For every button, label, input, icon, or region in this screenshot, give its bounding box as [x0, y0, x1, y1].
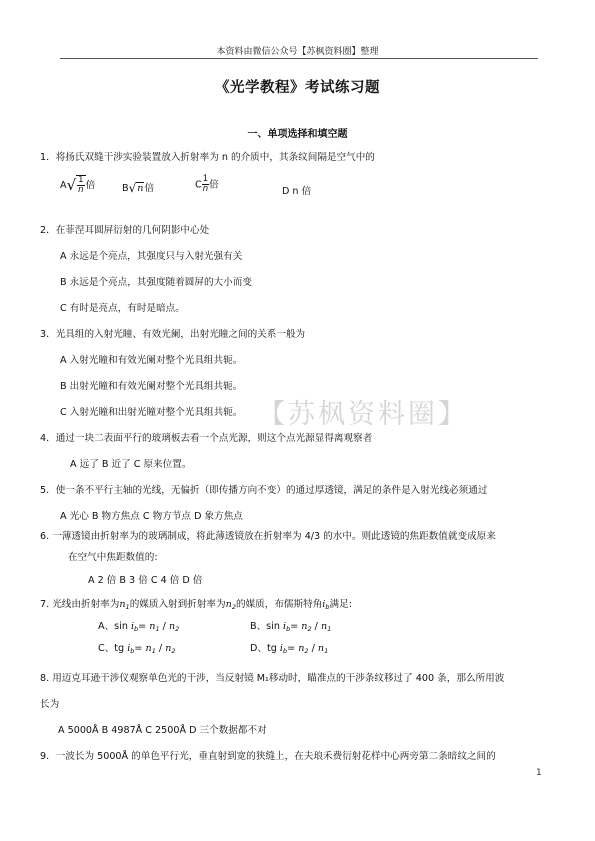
- q1-c-denominator: n: [202, 184, 209, 194]
- q3-option-a: A 入射光瞳和有效光阑对整个光具组共轭。: [60, 355, 243, 366]
- q7-stem: 7. 光线由折射率为$n_1$的媒质入射到折射率为$n_2$的媒质，布儒斯特角$i_b$满足:: [40, 599, 352, 611]
- q7-option-c: C、tg $i_b= n_1 / n_2$: [98, 643, 176, 655]
- page-number: 1: [536, 768, 542, 778]
- q1-c-suffix: 倍: [209, 179, 219, 191]
- q2-option-a: A 永远是个亮点，其强度只与入射光强有关: [60, 251, 243, 262]
- watermark: 【苏枫资料圈】: [258, 399, 468, 430]
- q3-option-c: C 入射光瞳和出射光瞳对整个光具组共轭。: [60, 407, 243, 418]
- sqrt-symbol: √ $\frac{1}{n}$: [66, 175, 84, 195]
- q1-stem: 1．将扬氏双缝干涉实验装置放入折射率为 n 的介质中，其条纹间隔是空气中的: [40, 152, 375, 163]
- q9-stem: 9．一波长为 5000Å 的单色平行光，垂直射到宽的狭缝上，在夫琅禾费衍射花样中心两旁第二条暗纹之间的: [40, 751, 496, 762]
- q2-stem: 2．在菲涅耳圆屏衍射的几何阴影中心处: [40, 225, 210, 236]
- q1-b-suffix: 倍: [144, 183, 155, 194]
- q5-options: A 光心 B 物方焦点 C 物方节点 D 象方焦点: [60, 511, 243, 522]
- q1-b-radicand: n: [137, 183, 144, 194]
- q2-option-b: B 永远是个亮点，其强度随着圆屏的大小而变: [60, 277, 252, 288]
- document-title: 《光学教程》考试练习题: [215, 80, 380, 96]
- q4-options: A 远了 B 近了 C 原来位置。: [70, 459, 192, 470]
- q8-options: A 5000Å B 4987Å C 2500Å D 三个数据都不对: [58, 725, 267, 736]
- q3-option-b: B 出射光瞳和有效光阑对整个光具组共轭。: [60, 381, 243, 392]
- q1-a-label: A: [60, 180, 67, 191]
- q1-a-suffix: 倍: [85, 180, 96, 191]
- q1-b-label: B: [122, 183, 129, 194]
- q5-stem: 5．使一条不平行主轴的光线，无偏折（即传播方向不变）的通过厚透镜，满足的条件是入射光线必须通过: [40, 485, 488, 496]
- q8-stem-line1: 8. 用迈克耳逊干涉仪观察单色光的干涉，当反射镜 M₁移动时，瞄准点的干涉条纹移过了 400 条，那么所用波: [40, 673, 505, 684]
- q1-c-label: C: [195, 179, 202, 191]
- q8-stem-line2: 长为: [40, 699, 60, 710]
- q1-option-b: B√n倍: [122, 181, 155, 195]
- q4-stem: 4．通过一块二表面平行的玻璃板去看一个点光源，则这个点光源显得离观察者: [40, 433, 373, 444]
- section-heading: 一、单项选择和填空题: [247, 129, 348, 140]
- q7-option-a: A、$\sin i_b= n_1 / n_2$: [98, 621, 180, 633]
- q3-stem: 3．光具组的入射光瞳、有效光阑，出射光瞳之间的关系一般为: [40, 329, 306, 340]
- header-divider: [60, 58, 538, 59]
- q6-options: A 2 倍 B 3 倍 C 4 倍 D 倍: [88, 575, 203, 586]
- q6-stem-line1: 6. 一薄透镜由折射率为的玻璃制成，将此薄透镜放在折射率为 4/3 的水中。则此透镜的焦距数值就变成原来: [40, 531, 496, 542]
- q2-option-c: C 有时是亮点，有时是暗点。: [60, 303, 185, 314]
- q1-a-denominator: n: [78, 185, 84, 195]
- q1-a-numerator: 1: [78, 175, 84, 185]
- page-header: 本资料由微信公众号【苏枫资料圈】整理: [216, 47, 379, 57]
- q6-stem-line2: 在空气中焦距数值的:: [68, 552, 158, 563]
- q1-c-numerator: 1: [202, 174, 209, 184]
- q1-option-d: D n 倍: [282, 186, 312, 197]
- q1-option-c: [195, 175, 219, 194]
- q1-option-a: [60, 175, 95, 195]
- q7-option-b: B、$\sin i_b= n_2 / n_1$: [250, 621, 332, 633]
- q7-option-d: D、tg $i_b= n_2 / n_1$: [250, 643, 329, 655]
